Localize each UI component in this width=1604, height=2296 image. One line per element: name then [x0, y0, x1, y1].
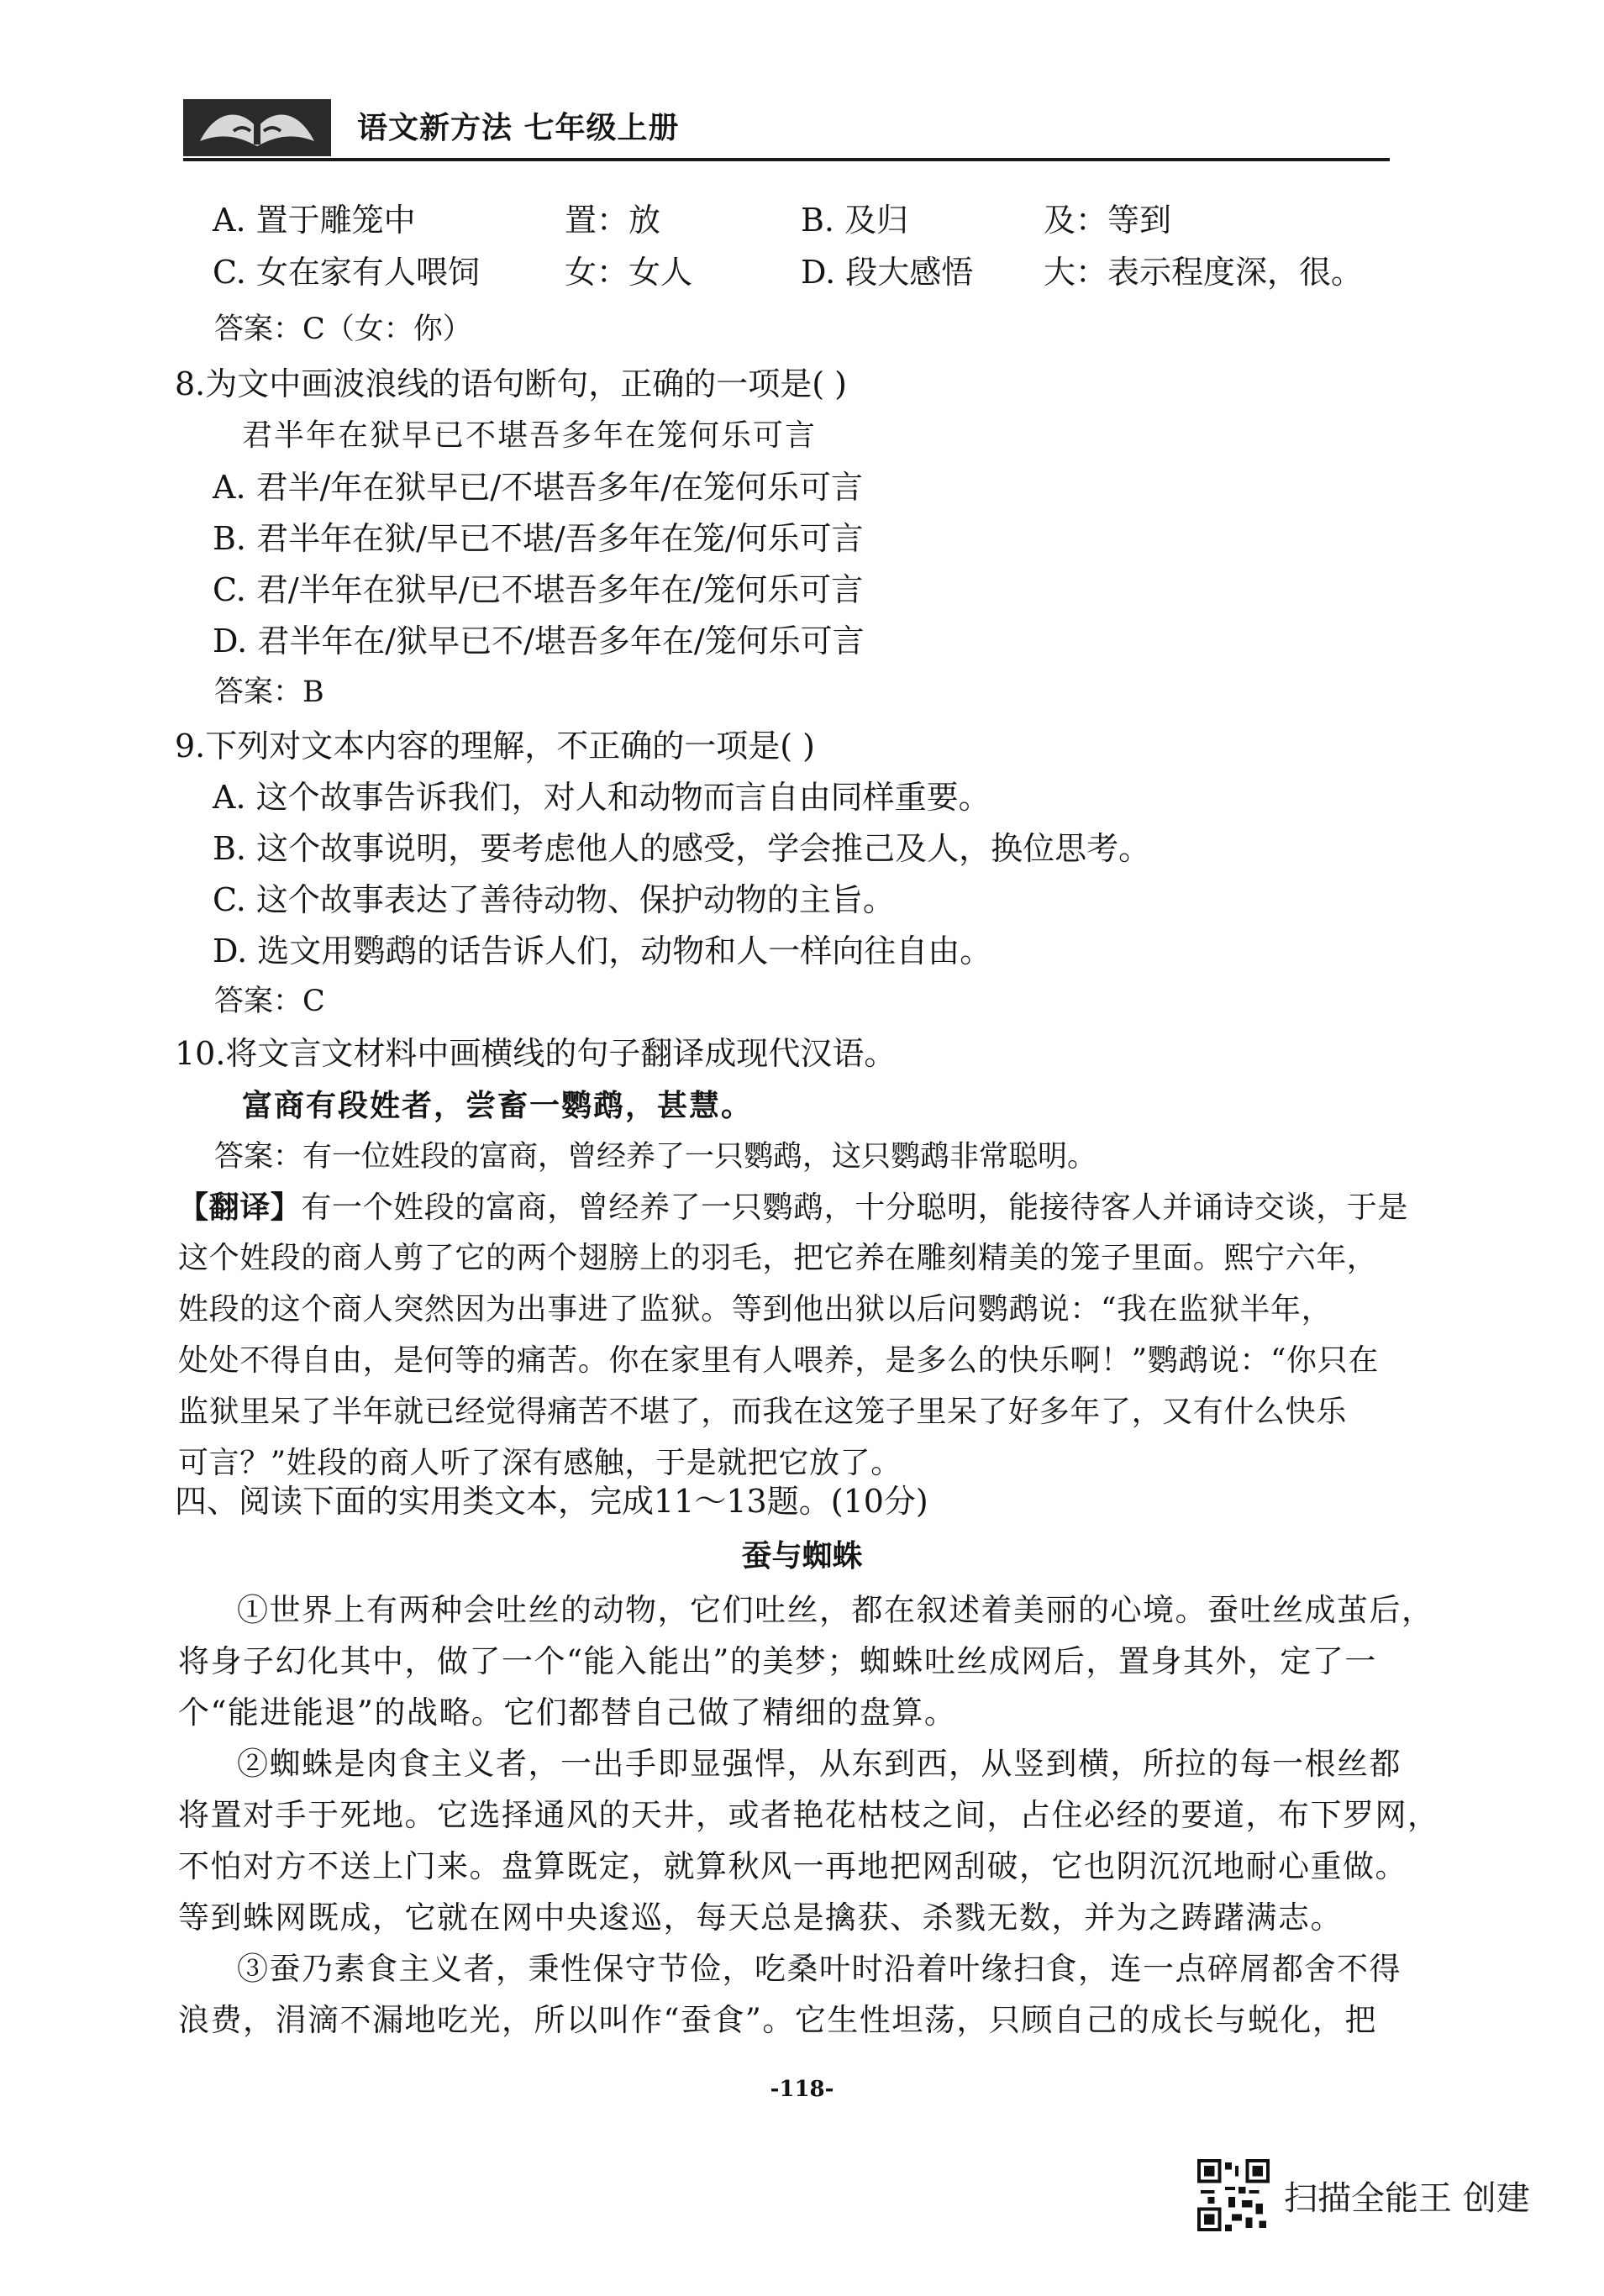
article-line-1: ①世界上有两种会吐丝的动物，它们吐丝，都在叙述着美丽的心境。蚕吐丝成茧后，	[237, 1592, 1434, 1628]
article-title: 蚕与蜘蛛	[741, 1539, 863, 1574]
q7-option-a-gloss: 置：放	[565, 202, 661, 239]
article-line-8: ③蚕乃素食主义者，秉性保守节俭，吃桑叶时沿着叶缘扫食，连一点碎屑都舍不得	[237, 1951, 1402, 1987]
q9-option-c: C. 这个故事表达了善待动物、保护动物的主旨。	[213, 881, 895, 918]
q9-option-b: B. 这个故事说明，要考虑他人的感受，学会推己及人，换位思考。	[213, 830, 1151, 867]
q8-answer: 答案：B	[214, 675, 324, 709]
q7-option-d: D. 段大感悟	[801, 254, 974, 291]
q10-sentence: 富商有段姓者，尝畜一鹦鹉，甚慧。	[242, 1088, 754, 1123]
translation-line-5: 监狱里呆了半年就已经觉得痛苦不堪了，而我在这笼子里呆了好多年了，又有什么快乐	[178, 1395, 1347, 1429]
publisher-logo	[183, 99, 331, 156]
q9-stem: 9.下列对文本内容的理解，不正确的一项是( )	[175, 728, 815, 764]
q8-stem: 8.为文中画波浪线的语句断句，正确的一项是( )	[175, 365, 847, 402]
translation-line-2: 这个姓段的商人剪了它的两个翅膀上的羽毛，把它养在雕刻精美的笼子里面。熙宁六年，	[178, 1241, 1378, 1275]
article-line-2: 将身子幻化其中，做了一个“能入能出”的美梦；蜘蛛吐丝成网后，置身其外，定了一	[178, 1643, 1377, 1679]
header-divider	[183, 158, 1390, 161]
q7-option-c: C. 女在家有人喂饲	[213, 254, 480, 291]
q7-option-a: A. 置于雕笼中	[213, 202, 416, 239]
article-line-6: 不怕对方不送上门来。盘算既定，就算秋风一再地把网刮破，它也阴沉沉地耐心重做。	[178, 1848, 1407, 1884]
page-header-title: 语文新方法 七年级上册	[357, 111, 680, 145]
q7-option-b-gloss: 及：等到	[1044, 202, 1172, 239]
q9-option-a: A. 这个故事告诉我们，对人和动物而言自由同样重要。	[213, 779, 991, 816]
q7-option-d-gloss: 大：表示程度深，很。	[1044, 254, 1364, 291]
q7-answer: 答案：C（女：你）	[214, 313, 472, 346]
article-line-7: 等到蛛网既成，它就在网中央逡巡，每天总是擒获、杀戮无数，并为之踌躇满志。	[178, 1899, 1343, 1936]
article-line-4: ②蜘蛛是肉食主义者，一出手即显强悍，从东到西，从竖到横，所拉的每一根丝都	[237, 1746, 1402, 1782]
logo-butterfly-icon	[183, 99, 331, 156]
qr-code-icon	[1197, 2159, 1270, 2231]
scanner-watermark: 扫描全能王 创建	[1284, 2179, 1530, 2218]
q9-answer: 答案：C	[214, 985, 325, 1018]
translation-line-4: 处处不得自由，是何等的痛苦。你在家里有人喂养，是多么的快乐啊！”鹦鹉说：“你只在	[178, 1343, 1379, 1378]
q8-sentence: 君半年在狱早已不堪吾多年在笼何乐可言	[242, 418, 818, 453]
q8-option-d: D. 君半年在/狱早已不/堪吾多年在/笼何乐可言	[213, 623, 865, 659]
q8-option-c: C. 君/半年在狱早/已不堪吾多年在/笼何乐可言	[213, 571, 864, 608]
q8-option-b: B. 君半年在狱/早已不堪/吾多年在笼/何乐可言	[213, 520, 864, 557]
translation-text-1: 有一个姓段的富商，曾经养了一只鹦鹉，十分聪明，能接待客人并诵诗交谈，于是	[301, 1190, 1409, 1225]
article-line-5: 将置对手于死地。它选择通风的天井，或者艳花枯枝之间，占住必经的要道，布下罗网，	[178, 1797, 1440, 1833]
q9-option-d: D. 选文用鹦鹉的话告诉人们，动物和人一样向往自由。	[213, 933, 992, 969]
article-line-3: 个“能进能退”的战略。它们都替自己做了精细的盘算。	[178, 1694, 957, 1731]
page-number: -118-	[770, 2077, 834, 2102]
translation-label: 【翻译】	[178, 1190, 302, 1225]
section4-heading: 四、阅读下面的实用类文本，完成11～13题。(10分)	[175, 1483, 928, 1520]
article-line-9: 浪费，涓滴不漏地吃光，所以叫作“蚕食”。它生性坦荡，只顾自己的成长与蜕化，把	[178, 2002, 1377, 2038]
q8-option-a: A. 君半/年在狱早已/不堪吾多年/在笼何乐可言	[213, 469, 864, 506]
translation-line-3: 姓段的这个商人突然因为出事进了监狱。等到他出狱以后问鹦鹉说：“我在监狱半年，	[178, 1292, 1333, 1327]
q7-option-b: B. 及归	[801, 202, 909, 239]
translation-line-1	[178, 1189, 1408, 1227]
q7-option-c-gloss: 女：女人	[565, 254, 693, 291]
translation-line-6: 可言？”姓段的商人听了深有感触，于是就把它放了。	[178, 1446, 902, 1480]
q10-answer: 答案：有一位姓段的富商，曾经养了一只鹦鹉，这只鹦鹉非常聪明。	[214, 1140, 1097, 1174]
q10-stem: 10.将文言文材料中画横线的句子翻译成现代汉语。	[175, 1035, 897, 1072]
